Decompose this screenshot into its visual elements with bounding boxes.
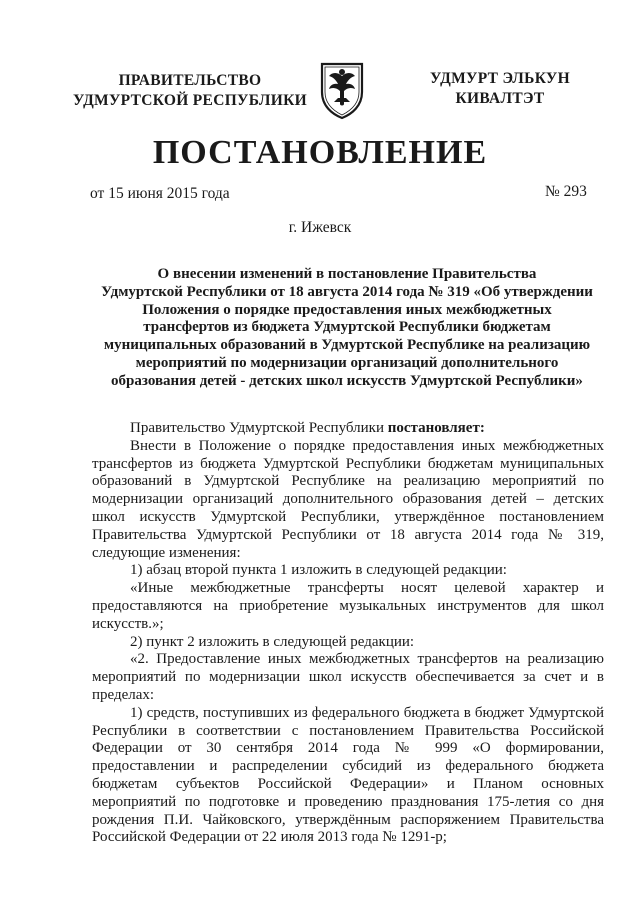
document-title: ПОСТАНОВЛЕНИЕ (152, 134, 488, 171)
body-line: мероприятий по модернизации школ искусств обеспечивается за счет и в (92, 669, 604, 686)
body-line: школ искусств Удмуртской Республики, утверждённое постановлением (92, 508, 604, 525)
body-line: мероприятий по подготовке и проведению празднования 175-летия со дня (92, 793, 604, 810)
body-line: модернизации организаций дополнительного образования детей – детских (92, 491, 604, 508)
body-line: 1) средств, поступивших из федерального бюджета в бюджет Удмуртской (130, 704, 604, 721)
document-city: г. Ижевск (288, 219, 352, 236)
body-line: рождения П.И. Чайковского, утверждённым распоряжением Правительства (92, 811, 604, 828)
header-right-line-2: КИВАЛТЭТ (455, 90, 545, 107)
header-left (70, 71, 310, 111)
body-line: предоставлении и распределении субсидий из федерального бюджета (92, 758, 604, 775)
body-line: Внести в Положение о порядке предоставления иных межбюджетных (130, 437, 604, 454)
udmurt-coat-of-arms-icon (318, 58, 366, 120)
subject-line: мероприятий по модернизации организаций дополнительного (135, 354, 559, 371)
subject-line: муниципальных образований в Удмуртской Республике на реализацию (103, 337, 591, 354)
header-left-line-2: УДМУРТСКОЙ РЕСПУБЛИКИ (72, 92, 307, 109)
body-line: 2) пункт 2 изложить в следующей редакции: (130, 633, 415, 650)
subject-line: Удмуртской Республики от 18 августа 2014 года № 319 «Об утверждении (101, 283, 593, 300)
document-body (92, 420, 604, 847)
document-date: от 15 июня 2015 года (90, 185, 230, 202)
body-line: Республики в соответствии с постановлением Правительства Российской (92, 722, 604, 739)
intro-verb: постановляет: (387, 420, 485, 436)
body-line: Федерации от 30 сентября 2014 года № 999 «О формировании, (92, 740, 604, 757)
header-right-line-1: УДМУРТ ЭЛЬКУН (430, 70, 570, 87)
body-line: пределах: (92, 686, 155, 703)
document-subject (90, 266, 604, 391)
header-left-line-1: ПРАВИТЕЛЬСТВО (118, 72, 262, 89)
body-line: «Иные межбюджетные трансферты носят целевой характер и (130, 580, 604, 597)
intro-text: Правительство Удмуртской Республики (130, 420, 388, 436)
body-line: искусств.»; (92, 615, 164, 632)
body-line: бюджетам субъектов Российской Федерации» и Планом основных (92, 775, 604, 792)
body-line: Российской Федерации от 22 июля 2013 года № 1291-р; (92, 829, 447, 846)
header-right (400, 69, 600, 109)
body-line: предоставляются на приобретение музыкальных инструментов для школ (92, 597, 604, 614)
body-line: следующие изменения: (92, 544, 241, 561)
body-line: 1) абзац второй пункта 1 изложить в следующей редакции: (130, 562, 507, 579)
subject-line: О внесении изменений в постановление Правительства (157, 266, 537, 282)
body-line: «2. Предоставление иных межбюджетных трансфертов на реализацию (130, 651, 604, 668)
document-number: № 293 (545, 183, 587, 200)
subject-line: Положения о порядке предоставления иных межбюджетных (142, 301, 552, 318)
body-line: Правительства Удмуртской Республики от 18 августа 2014 года № 319, (92, 526, 604, 543)
subject-line: образования детей - детских школ искусств Удмуртской Республики» (111, 372, 583, 389)
body-line: трансфертов из бюджета Удмуртской Республики бюджетам муниципальных (92, 455, 604, 472)
intro-paragraph (92, 420, 604, 438)
body-line: образований в Удмуртской Республике на реализацию мероприятий по (92, 473, 604, 490)
subject-line: трансфертов из бюджета Удмуртской Республики бюджетам (143, 319, 551, 336)
